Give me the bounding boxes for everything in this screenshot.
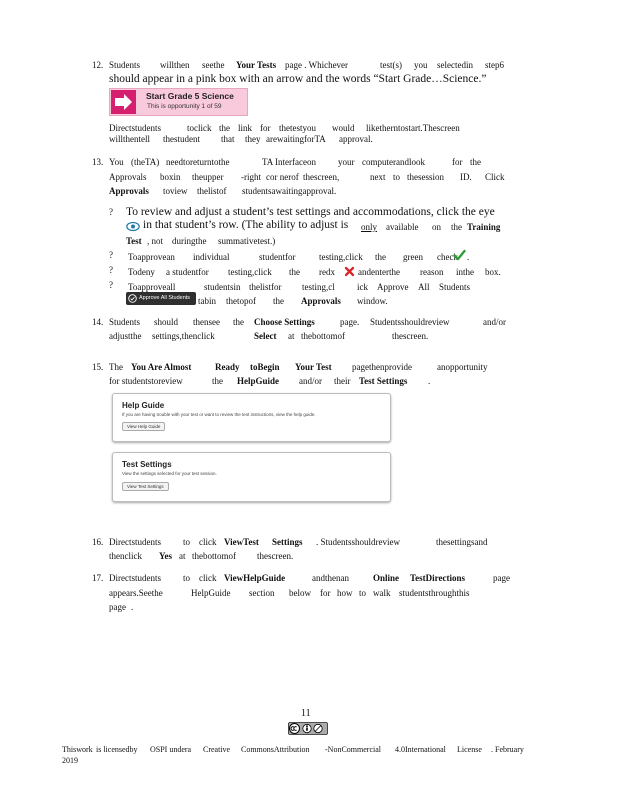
item-15-text: pagethenprovide [352, 362, 412, 372]
arrow-icon [111, 90, 136, 114]
item-13-text: the [470, 157, 481, 167]
item-13-text: available [386, 222, 419, 232]
item-13-text: summativetest.) [218, 236, 276, 246]
item-17-text: page [493, 573, 510, 583]
test-settings-card [112, 452, 391, 502]
item-13-text: reason [420, 267, 444, 277]
item-12-text: Directstudents [109, 123, 161, 133]
item-13-text: TA Interfaceon [262, 157, 316, 167]
item-13-text: computerandlook [362, 157, 425, 167]
item-15-text: for studentstoreview [109, 376, 183, 386]
item-17-text: below [289, 588, 311, 598]
item-13-text: next [370, 172, 386, 182]
item-12-number: 12. [92, 60, 104, 70]
bullet-1-line2: in that student’s row. (The ability to adjust is [143, 219, 349, 231]
item-17-text: click [199, 573, 217, 583]
item-12-line2: should appear in a pink box with an arrow and the words “Start Grade…Science.” [109, 73, 487, 85]
item-13-text: window. [357, 296, 388, 306]
item-13-text: thelistof [197, 186, 227, 196]
approve-all-label: Approve All Students [139, 295, 191, 301]
item-13-text: box. [485, 267, 501, 277]
item-13-approvals-window: Approvals [301, 296, 341, 306]
item-17-view-help-guide: ViewHelpGuide [224, 573, 286, 583]
license-text: License [457, 745, 482, 754]
item-13-text: Click [485, 172, 505, 182]
item-13-text: tabin [198, 296, 216, 306]
item-14-text: Studentsshouldreview [370, 317, 450, 327]
item-13-text: studentsin [204, 282, 241, 292]
help-guide-title: Help Guide [122, 401, 165, 410]
item-16-text: to [183, 537, 191, 547]
item-13-text: andenterthe [358, 267, 400, 277]
item-13-test: Test [126, 236, 142, 246]
item-13-text: . [467, 252, 470, 262]
item-13-text: inthe [456, 267, 474, 277]
item-17-text: appears.Seethe [109, 588, 163, 598]
item-12-text: link [238, 123, 253, 133]
item-13-text: boxin [160, 172, 181, 182]
item-13-number: 13. [92, 157, 104, 167]
license-text: -NonCommercial [325, 745, 381, 754]
item-15-text: . [428, 376, 431, 386]
item-13-text: Todeny [128, 267, 155, 277]
item-13-text: theupper [192, 172, 224, 182]
item-12-text: arewaitingforTA [266, 134, 326, 144]
item-12-text: liketherntostart.Thescreen [366, 123, 460, 133]
item-13-text: thelistfor [249, 282, 282, 292]
item-12-text: for [260, 123, 271, 133]
item-17-text: Directstudents [109, 573, 161, 583]
item-15-text: and/or [299, 376, 322, 386]
item-12-text: toclick [187, 123, 212, 133]
item-12-text: Students [109, 60, 141, 70]
item-13-text: the [375, 252, 386, 262]
item-12-text: page . Whichever [285, 60, 349, 70]
item-17-text: HelpGuide [191, 588, 231, 598]
item-13-text: thesession [407, 172, 444, 182]
item-13-text: ick [357, 282, 368, 292]
item-12-text: that [221, 134, 235, 144]
item-13-text: toview [163, 186, 188, 196]
item-13-text: testing,click [319, 252, 363, 262]
item-13-text: individual [193, 252, 230, 262]
item-13-approvals: Approvals [109, 186, 149, 196]
bullet-marker: ? [109, 250, 113, 260]
item-13-text: the [273, 296, 284, 306]
item-12-your-tests: Your Tests [236, 60, 277, 70]
bullet-marker: ? [109, 207, 113, 217]
item-13-text: Approve [377, 282, 409, 292]
item-16-text: at [179, 551, 186, 561]
item-17-text: for [320, 588, 331, 598]
item-16-text: thenclick [109, 551, 142, 561]
item-13-text: needtoreturntothe [166, 157, 230, 167]
item-12-text: step6 [485, 60, 504, 70]
item-13-text: the [289, 267, 300, 277]
item-12-text: would [332, 123, 355, 133]
item-16-view-test: ViewTest [224, 537, 259, 547]
item-13-text: All [418, 282, 430, 292]
only-text: only [361, 222, 378, 232]
item-13-text: to [393, 172, 401, 182]
item-13-text: for [452, 157, 463, 167]
item-12-text: test(s) [380, 60, 402, 70]
item-16-yes: Yes [159, 551, 172, 561]
test-settings-description: View the settings selected for your test session. [122, 471, 217, 476]
item-12-text: seethe [202, 60, 225, 70]
item-15-text: The [109, 362, 123, 372]
item-17-text: walk [373, 588, 391, 598]
item-17-test-directions: TestDirections [410, 573, 465, 583]
item-14-choose-settings: Choose Settings [254, 317, 315, 327]
item-13-text: ID. [460, 172, 472, 182]
item-14-text: page. [340, 317, 360, 327]
test-settings-title: Test Settings [122, 460, 172, 469]
item-12-text: the [219, 123, 230, 133]
item-13-text: the [451, 222, 462, 232]
red-x-icon [344, 264, 355, 275]
item-14-text: thescreen. [392, 331, 429, 341]
item-17-text: page [109, 602, 126, 612]
item-13-text: You [109, 157, 124, 167]
item-16-number: 16. [92, 537, 104, 547]
item-13-text: Toapproveall [128, 282, 176, 292]
item-17-text: to [359, 588, 367, 598]
item-12-text: they [245, 134, 261, 144]
item-17-online: Online [373, 573, 400, 583]
item-14-select: Select [254, 331, 277, 341]
bullet-marker: ? [109, 280, 113, 290]
item-13-text: a studentfor [166, 267, 209, 277]
item-13-text: redx [319, 267, 335, 277]
license-text: Creative [203, 745, 231, 754]
bullet-marker: ? [109, 265, 113, 275]
license-year: 2019 [62, 756, 78, 765]
help-guide-card [112, 393, 391, 442]
item-13-text: thescreen, [303, 172, 340, 182]
creative-commons-logo [288, 722, 328, 735]
item-13-text: thetopof [226, 296, 256, 306]
item-13-text: , not [147, 236, 164, 246]
item-15-you-are-almost: You Are Almost [131, 362, 192, 372]
item-14-text: and/or [483, 317, 506, 327]
license-text: OSPI undera [150, 745, 192, 754]
item-13-training: Training [467, 222, 501, 232]
item-17-text: andthenan [312, 573, 349, 583]
item-13-text: cor nerof [266, 172, 299, 182]
view-test-settings-button[interactable]: View Test Settings [122, 482, 169, 491]
item-13-text: Students [439, 282, 471, 292]
item-14-text: at [288, 331, 295, 341]
start-test-box[interactable] [109, 88, 248, 116]
view-help-guide-button[interactable]: View Help Guide [122, 422, 165, 431]
item-12-text: willthen [160, 60, 190, 70]
item-17-text: . [131, 602, 134, 612]
item-16-settings: Settings [272, 537, 303, 547]
opportunity-text: This is opportunity 1 of 59 [147, 103, 222, 110]
item-12-text: thetestyou [279, 123, 316, 133]
item-13-text: check [437, 252, 458, 262]
item-16-text: thebottomof [192, 551, 236, 561]
item-15-help-guide: HelpGuide [237, 376, 280, 386]
item-14-text: Students [109, 317, 141, 327]
check-circle-icon [128, 294, 137, 303]
bullet-1-line1: To review and adjust a student’s test settings and accommodations, click the eye [126, 206, 495, 218]
item-17-text: how [337, 588, 353, 598]
item-16-text: . Studentsshouldreview [316, 537, 400, 547]
item-13-text: duringthe [172, 236, 207, 246]
item-15-number: 15. [92, 362, 104, 372]
item-13-text: testing,cl [302, 282, 335, 292]
license-text: . February [491, 745, 524, 754]
license-text: Thiswork [62, 745, 93, 754]
item-12-text: you [414, 60, 428, 70]
item-13-text: (theTA) [131, 157, 160, 167]
item-12-text: thestudent [163, 134, 200, 144]
license-text: 4.0International [395, 745, 446, 754]
license-text: is licensedby [96, 745, 138, 754]
item-13-text: on [432, 222, 441, 232]
item-15-ready: Ready [215, 362, 240, 372]
item-15-text: their [334, 376, 351, 386]
item-13-text: studentsawaitingapproval. [242, 186, 337, 196]
item-16-text: thescreen. [257, 551, 294, 561]
item-15-test-settings: Test Settings [359, 376, 408, 386]
item-16-text: click [199, 537, 217, 547]
item-13-text: testing,click [228, 267, 272, 277]
item-14-number: 14. [92, 317, 104, 327]
item-15-text: anopportunity [437, 362, 488, 372]
item-15-to-begin: toBegin [250, 362, 280, 372]
item-13-text: green [403, 252, 423, 262]
start-test-title: Start Grade 5 Science [146, 91, 234, 101]
help-guide-description: If you are having trouble with your test or want to review the test instructions, view the help guide. [122, 412, 316, 417]
item-12-text: approval. [339, 134, 373, 144]
item-13-text: -right [241, 172, 261, 182]
eye-icon [126, 219, 140, 230]
item-15-text: the [212, 376, 223, 386]
item-13-text: your [338, 157, 355, 167]
item-12-text: selectedin [437, 60, 473, 70]
item-14-text: thensee [193, 317, 220, 327]
item-16-text: Directstudents [109, 537, 161, 547]
item-15-your-test: Your Test [295, 362, 332, 372]
item-17-text: studentsthroughthis [399, 588, 470, 598]
item-17-number: 17. [92, 573, 104, 583]
item-17-text: to [183, 573, 191, 583]
item-14-text: thebottomof [301, 331, 345, 341]
item-14-text: adjustthe [109, 331, 142, 341]
item-14-text: the [233, 317, 244, 327]
approve-all-students-button[interactable] [126, 292, 196, 305]
item-16-text: thesettingsand [436, 537, 488, 547]
item-14-text: should [154, 317, 179, 327]
item-13-text: Toapprovean [128, 252, 175, 262]
item-17-text: section [249, 588, 275, 598]
item-13-text: Approvals [109, 172, 147, 182]
license-text: CommonsAttribution [241, 745, 310, 754]
item-14-text: settings,thenclick [152, 331, 215, 341]
item-13-text: studentfor [259, 252, 296, 262]
item-12-text: willthentell [109, 134, 150, 144]
page-number: 11 [301, 708, 311, 719]
green-check-icon [453, 248, 466, 260]
